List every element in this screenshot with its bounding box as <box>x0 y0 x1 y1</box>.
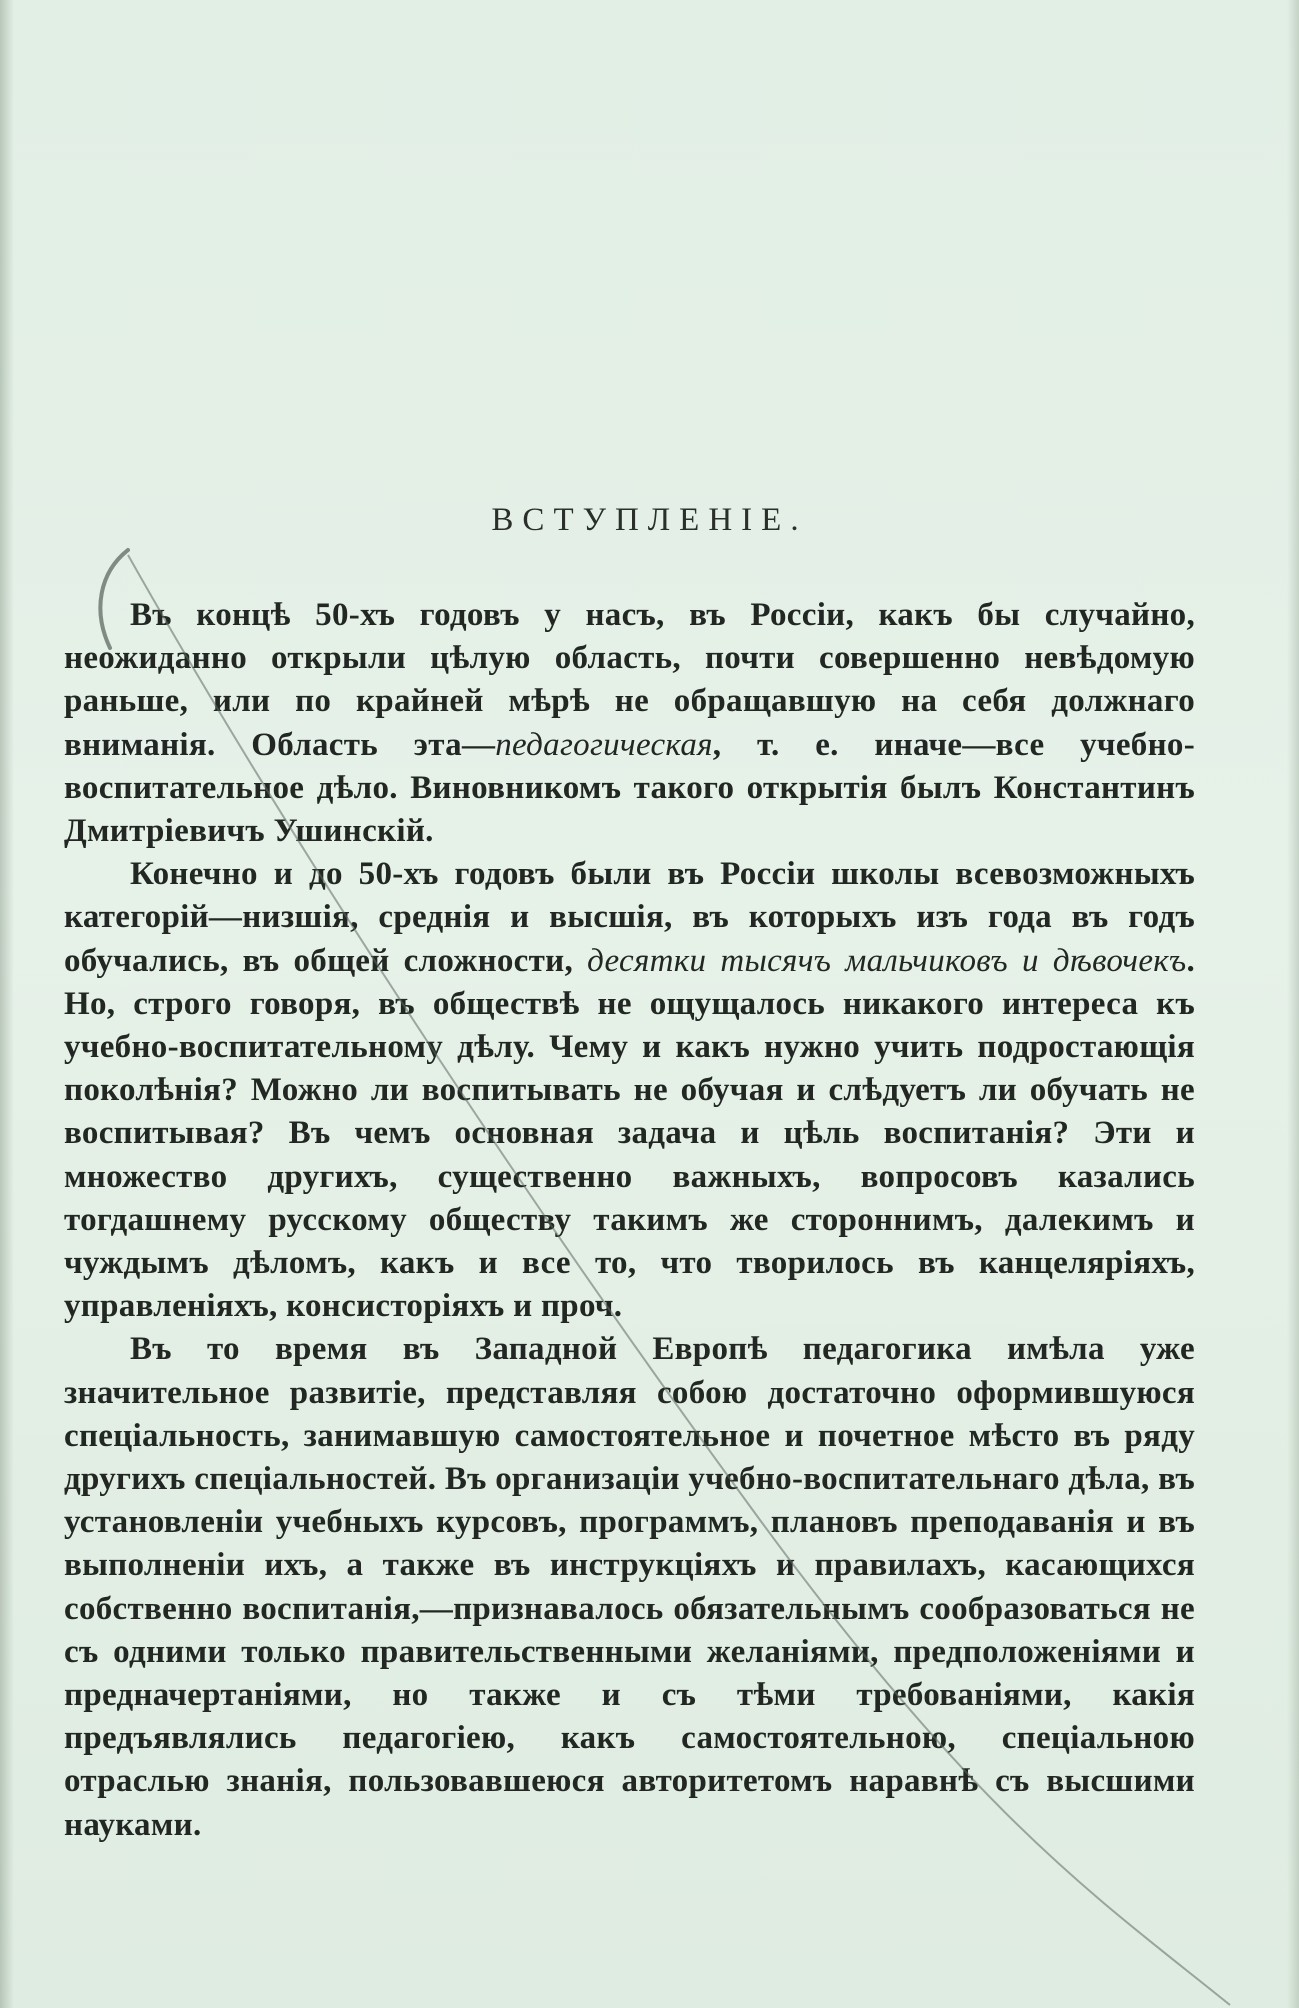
paragraph-1-text-b: , т. е. иначе—все учебно-воспитательное дѣло. Виновникомъ такого открытія былъ Константинъ Дмитріевичъ Ушинскій. <box>64 726 1195 850</box>
paragraph-3-text: Въ то время въ Западной Европѣ педагогика имѣла уже значительное развитіе, представляя собою достаточно оформившуюся спеціальность, занимавшую самостоятельное и почетное мѣсто въ ряду другихъ спеціальностей. Въ организаціи учебно-воспитательнаго дѣла, въ установленіи учебныхъ курсовъ, программъ, плановъ преподаванія и въ выполненіи ихъ, а также въ инструкціяхъ и правилахъ, касающихся собственно воспитанія,—признавалось обязательнымъ сообразоваться не съ одними только правительственными желаніями, предположеніями и предначертаніями, но также и съ тѣми требованіями, какія предъявлялись педагогіею, какъ самостоятельною, спеціальною отраслью знанія, пользовавшеюся авторитетомъ наравнѣ съ высшими науками. <box>64 1331 1195 1843</box>
page-edge-right <box>1287 0 1299 2008</box>
paragraph-2-text-b: . Но, строго говоря, въ обществѣ не ощущалось никакого интереса къ учебно-воспитательному дѣлу. Чему и какъ нужно учить подростающія поколѣнія? Можно ли воспитывать не обучая и слѣдуетъ ли обучать не воспитывая? Въ чемъ основная задача и цѣль воспитанія? Эти и множество другихъ, существенно важныхъ, вопросовъ казались тогдашнему русскому обществу такимъ же стороннимъ, далекимъ и чуждымъ дѣломъ, какъ и все то, что творилось въ канцеляріяхъ, управленіяхъ, консисторіяхъ и проч. <box>64 942 1196 1325</box>
paragraph-3 <box>64 1328 1195 1846</box>
paragraph-2-italic: десятки тысячъ мальчиковъ и дѣвочекъ <box>587 942 1187 979</box>
page-edge-left <box>0 0 14 2008</box>
page-title: ВСТУПЛЕНІЕ. <box>491 502 808 538</box>
paragraph-2 <box>64 853 1195 1328</box>
paragraph-2-text-a: Конечно и до 50-хъ годовъ были въ Россіи школы всевозможныхъ категорій—низшія, среднія и высшія, въ которыхъ изъ года въ годъ обучались, въ общей сложности, <box>64 856 1195 979</box>
text-body <box>64 594 1195 1847</box>
paragraph-1-text-a: Въ концѣ 50-хъ годовъ у насъ, въ Россіи, какъ бы случайно, неожиданно открыли цѣлую область, почти совершенно невѣдомую раньше, или по крайней мѣрѣ не обращавшую на себя должнаго вниманія. Область эта— <box>64 597 1195 763</box>
paragraph-1-italic: педагогическая <box>495 726 713 763</box>
paragraph-1 <box>64 594 1195 853</box>
